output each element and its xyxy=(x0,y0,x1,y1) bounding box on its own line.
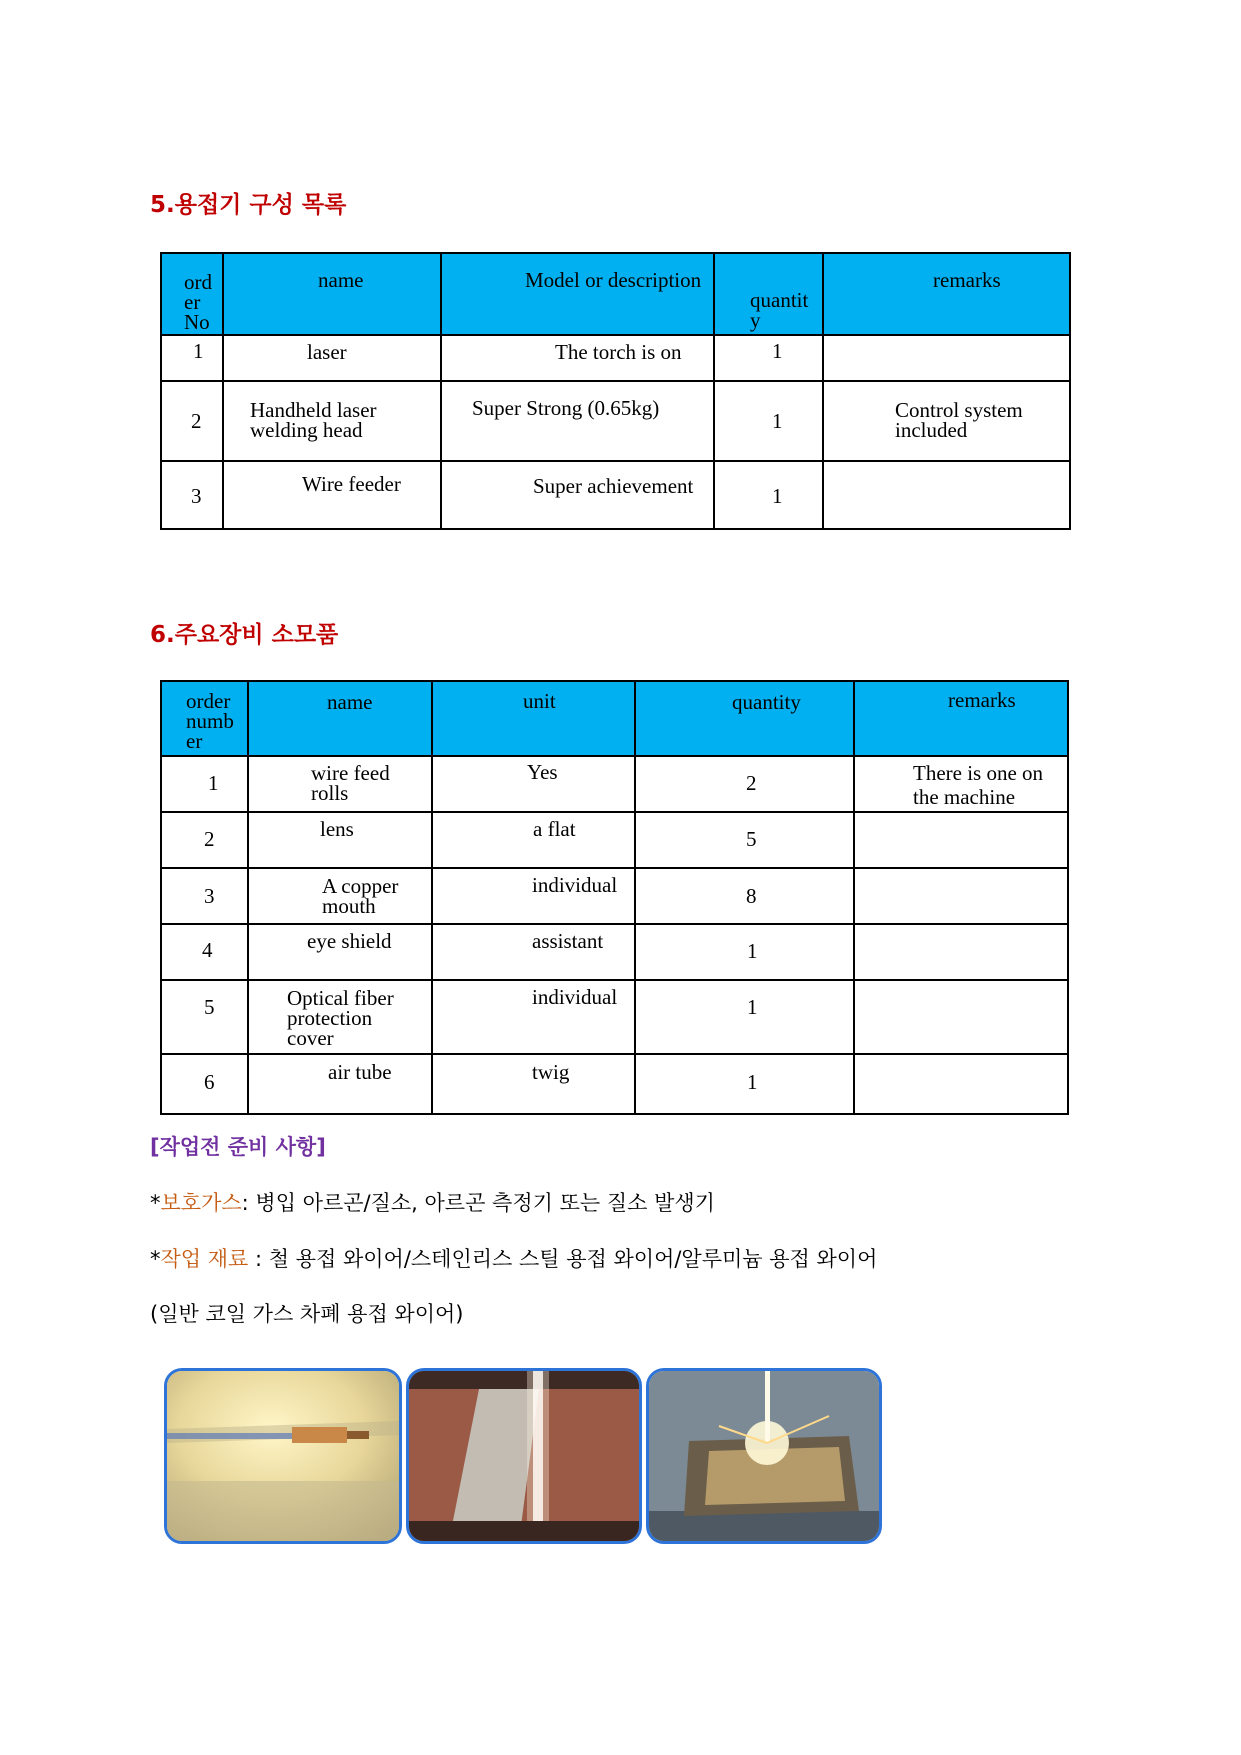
shielding-gas-line xyxy=(150,1187,715,1217)
shielding-gas-label: 보호가스 xyxy=(160,1191,242,1215)
row-order: 2 xyxy=(191,409,202,433)
row-name: laser xyxy=(307,340,347,364)
row-order: 4 xyxy=(202,938,213,962)
table-row xyxy=(161,868,1068,924)
consumables-table xyxy=(160,680,1069,1115)
row-model: The torch is on xyxy=(555,340,682,364)
welding-photo-3 xyxy=(646,1368,882,1544)
work-material-text: : 철 용접 와이어/스테인리스 스틸 용접 와이어/알루미늄 용접 와이어 xyxy=(248,1247,878,1271)
welder-components-table xyxy=(160,252,1071,530)
bullet: * xyxy=(150,1191,161,1215)
table-row xyxy=(161,812,1068,868)
welding-photo-2 xyxy=(406,1368,642,1544)
work-material-line xyxy=(150,1243,877,1273)
welding-photo-3-image xyxy=(649,1371,879,1541)
table-row xyxy=(161,756,1068,812)
row-name: Optical fiber protection cover xyxy=(287,986,394,1050)
header-unit: unit xyxy=(523,689,556,713)
row-remarks: Control system included xyxy=(895,398,1023,442)
row-name: lens xyxy=(320,817,354,841)
row-order: 3 xyxy=(204,884,215,908)
row-order: 6 xyxy=(204,1070,215,1094)
header-quantity: quantity xyxy=(732,690,801,714)
row-model: Super achievement xyxy=(533,474,694,498)
welding-photo-1 xyxy=(164,1368,402,1544)
row-quantity: 1 xyxy=(747,939,758,963)
row-quantity: 1 xyxy=(772,409,783,433)
row-unit: twig xyxy=(532,1060,570,1084)
row-name: eye shield xyxy=(307,929,392,953)
table-row xyxy=(161,335,1070,381)
row-name: Handheld laser welding head xyxy=(250,398,377,442)
row-order: 5 xyxy=(204,995,215,1019)
row-unit: individual xyxy=(532,873,618,897)
row-name: air tube xyxy=(328,1060,392,1084)
work-material-label: 작업 재료 xyxy=(160,1247,249,1271)
table-row xyxy=(161,461,1070,529)
table-row xyxy=(161,980,1068,1054)
row-quantity: 1 xyxy=(772,339,783,363)
row-quantity: 8 xyxy=(746,884,757,908)
row-remarks: There is one on the machine xyxy=(913,761,1044,809)
table-row xyxy=(161,381,1070,461)
table-row xyxy=(161,924,1068,980)
table-header-row xyxy=(161,253,1070,335)
row-model: Super Strong (0.65kg) xyxy=(472,396,660,420)
row-quantity: 5 xyxy=(746,827,757,851)
table-header-row xyxy=(161,681,1068,756)
row-unit: assistant xyxy=(532,929,604,953)
row-order: 1 xyxy=(208,771,219,795)
header-quantity: quantit y xyxy=(750,288,809,332)
row-quantity: 1 xyxy=(747,1070,758,1094)
header-name: name xyxy=(327,690,373,714)
row-quantity: 2 xyxy=(746,771,757,795)
header-name: name xyxy=(318,268,364,292)
header-remarks: remarks xyxy=(948,688,1016,712)
welding-photo-1-image xyxy=(167,1371,399,1541)
row-name: A copper mouth xyxy=(322,874,399,918)
row-unit: a flat xyxy=(533,817,576,841)
row-unit: individual xyxy=(532,985,618,1009)
row-quantity: 1 xyxy=(772,484,783,508)
welding-photo-2-image xyxy=(409,1371,639,1541)
row-order: 2 xyxy=(204,827,215,851)
row-order: 1 xyxy=(193,339,204,363)
bullet: * xyxy=(150,1247,161,1271)
row-name: Wire feeder xyxy=(302,472,401,496)
row-order: 3 xyxy=(191,484,202,508)
table-row xyxy=(161,1054,1068,1114)
header-remarks: remarks xyxy=(933,268,1001,292)
section-5-title: 5.용접기 구성 목록 xyxy=(150,192,347,218)
shielding-gas-text: : 병입 아르곤/질소, 아르곤 측정기 또는 질소 발생기 xyxy=(241,1191,715,1215)
section-6-title: 6.주요장비 소모품 xyxy=(150,622,339,648)
header-order: order numb er xyxy=(186,689,234,753)
header-order: ord er No xyxy=(184,270,212,334)
wire-note: (일반 코일 가스 차폐 용접 와이어) xyxy=(150,1302,464,1326)
row-unit: Yes xyxy=(527,760,558,784)
row-quantity: 1 xyxy=(747,995,758,1019)
row-name: wire feed rolls xyxy=(311,761,390,805)
prep-title: [작업전 준비 사항] xyxy=(150,1135,326,1159)
header-model: Model or description xyxy=(525,268,702,292)
